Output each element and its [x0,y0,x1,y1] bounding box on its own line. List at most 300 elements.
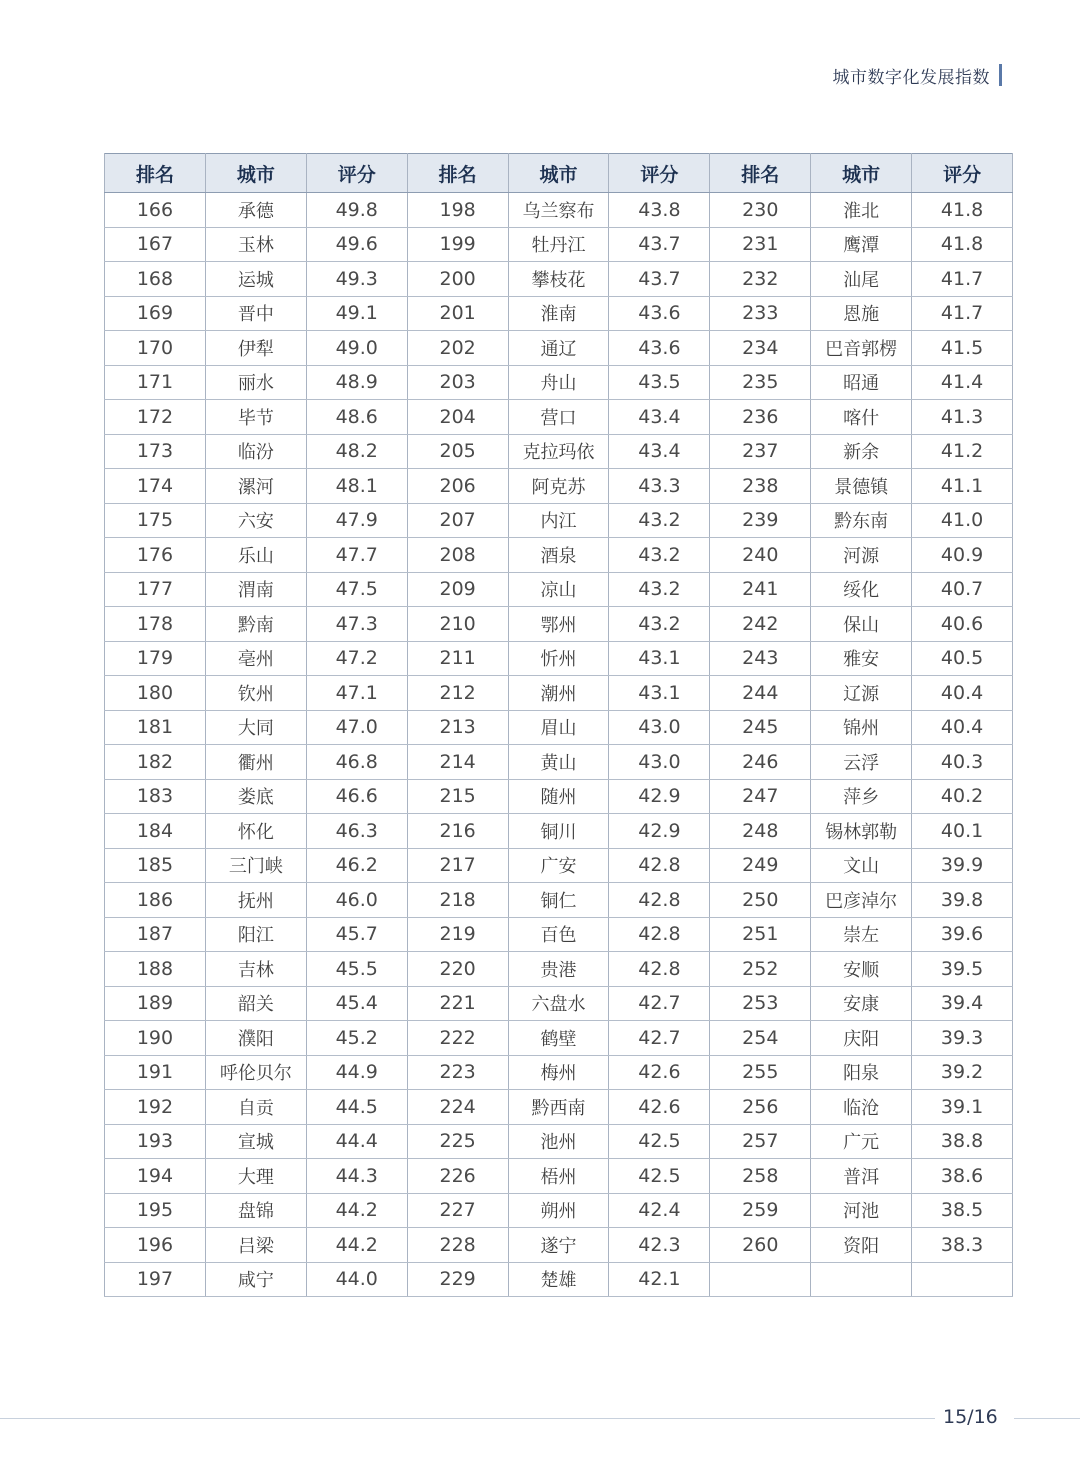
score-cell: 48.2 [306,434,407,469]
score-cell: 45.7 [306,917,407,952]
rank-cell: 236 [710,400,811,435]
city-cell: 衢州 [205,745,306,780]
city-cell: 伊犁 [205,331,306,366]
score-cell: 40.5 [912,641,1013,676]
city-cell: 保山 [811,607,912,642]
score-cell: 41.4 [912,365,1013,400]
city-cell: 怀化 [205,814,306,849]
city-cell: 景德镇 [811,469,912,504]
rank-cell: 223 [407,1055,508,1090]
rank-cell: 191 [105,1055,206,1090]
score-cell: 39.8 [912,883,1013,918]
city-cell: 大理 [205,1159,306,1194]
score-cell: 47.3 [306,607,407,642]
city-cell: 黄山 [508,745,609,780]
score-cell: 42.8 [609,883,710,918]
score-cell: 39.5 [912,952,1013,987]
score-cell: 39.3 [912,1021,1013,1056]
rank-cell: 217 [407,848,508,883]
rank-cell: 180 [105,676,206,711]
city-cell: 辽源 [811,676,912,711]
score-cell: 44.2 [306,1228,407,1263]
rank-cell: 185 [105,848,206,883]
table-row [105,883,1013,918]
table-row [105,710,1013,745]
document-title: 城市数字化发展指数 [832,68,990,88]
rank-cell: 201 [407,296,508,331]
score-cell: 41.5 [912,331,1013,366]
city-cell: 雅安 [811,641,912,676]
rank-cell: 188 [105,952,206,987]
city-cell: 丽水 [205,365,306,400]
rank-cell: 222 [407,1021,508,1056]
rank-cell: 182 [105,745,206,780]
score-cell: 42.8 [609,952,710,987]
score-cell: 43.2 [609,503,710,538]
title-accent-bar [999,64,1002,86]
score-cell: 49.0 [306,331,407,366]
rank-cell: 198 [407,193,508,228]
city-cell: 韶关 [205,986,306,1021]
rank-cell: 245 [710,710,811,745]
city-cell: 黔西南 [508,1090,609,1125]
rank-cell: 215 [407,779,508,814]
rank-cell: 213 [407,710,508,745]
column-header-score: 评分 [912,154,1013,193]
city-cell: 漯河 [205,469,306,504]
rank-cell: 237 [710,434,811,469]
city-cell: 淮南 [508,296,609,331]
city-cell: 铜仁 [508,883,609,918]
table-row [105,400,1013,435]
score-cell: 45.2 [306,1021,407,1056]
score-cell: 42.7 [609,986,710,1021]
rank-cell: 250 [710,883,811,918]
city-cell: 临沧 [811,1090,912,1125]
rank-cell: 205 [407,434,508,469]
rank-cell: 244 [710,676,811,711]
city-cell: 普洱 [811,1159,912,1194]
score-cell: 43.5 [609,365,710,400]
score-cell: 46.8 [306,745,407,780]
score-cell: 38.8 [912,1124,1013,1159]
city-cell: 锡林郭勒 [811,814,912,849]
column-header-city: 城市 [205,154,306,193]
rank-cell: 257 [710,1124,811,1159]
city-cell: 黔南 [205,607,306,642]
city-cell: 池州 [508,1124,609,1159]
city-cell: 潮州 [508,676,609,711]
city-cell: 文山 [811,848,912,883]
city-cell: 吕梁 [205,1228,306,1263]
rank-cell: 225 [407,1124,508,1159]
city-cell: 巴彦淖尔 [811,883,912,918]
page-number: 15/16 [943,1406,998,1428]
rank-cell: 240 [710,538,811,573]
rank-cell: 181 [105,710,206,745]
score-cell: 41.3 [912,400,1013,435]
score-cell: 49.3 [306,262,407,297]
city-cell: 牡丹江 [508,227,609,262]
rank-cell: 214 [407,745,508,780]
city-cell: 钦州 [205,676,306,711]
rank-cell: 166 [105,193,206,228]
rank-cell: 178 [105,607,206,642]
city-cell: 梧州 [508,1159,609,1194]
city-cell: 崇左 [811,917,912,952]
city-cell: 广安 [508,848,609,883]
score-cell: 42.7 [609,1021,710,1056]
table-row [105,469,1013,504]
score-cell: 43.1 [609,676,710,711]
column-header-score: 评分 [609,154,710,193]
rank-cell: 249 [710,848,811,883]
city-cell: 铜川 [508,814,609,849]
score-cell: 46.3 [306,814,407,849]
score-cell: 47.9 [306,503,407,538]
city-cell: 三门峡 [205,848,306,883]
rank-cell: 202 [407,331,508,366]
city-cell: 运城 [205,262,306,297]
table-row [105,331,1013,366]
rank-cell: 251 [710,917,811,952]
city-cell: 云浮 [811,745,912,780]
score-cell: 43.6 [609,331,710,366]
city-cell: 大同 [205,710,306,745]
score-cell: 44.2 [306,1193,407,1228]
score-cell: 42.8 [609,848,710,883]
rank-cell: 172 [105,400,206,435]
rank-cell: 241 [710,572,811,607]
city-cell: 六安 [205,503,306,538]
table-row [105,296,1013,331]
city-cell: 巴音郭楞 [811,331,912,366]
rank-cell: 220 [407,952,508,987]
rank-cell: 174 [105,469,206,504]
rank-cell: 212 [407,676,508,711]
score-cell: 44.5 [306,1090,407,1125]
table-row [105,1159,1013,1194]
footer-divider [1014,1418,1080,1419]
city-cell: 盘锦 [205,1193,306,1228]
score-cell: 43.4 [609,400,710,435]
city-cell: 鄂州 [508,607,609,642]
rank-cell: 233 [710,296,811,331]
score-cell [912,1262,1013,1297]
city-cell: 广元 [811,1124,912,1159]
city-cell: 昭通 [811,365,912,400]
score-cell: 45.5 [306,952,407,987]
score-cell: 40.4 [912,710,1013,745]
rank-cell: 229 [407,1262,508,1297]
city-cell: 黔东南 [811,503,912,538]
rank-cell: 209 [407,572,508,607]
score-cell: 40.3 [912,745,1013,780]
score-cell: 42.1 [609,1262,710,1297]
city-cell: 河池 [811,1193,912,1228]
rank-cell: 168 [105,262,206,297]
score-cell: 49.6 [306,227,407,262]
table-row [105,1124,1013,1159]
rank-cell: 242 [710,607,811,642]
city-cell: 随州 [508,779,609,814]
city-cell: 玉林 [205,227,306,262]
score-cell: 47.2 [306,641,407,676]
rank-cell: 216 [407,814,508,849]
table-row [105,1055,1013,1090]
rank-cell: 200 [407,262,508,297]
score-cell: 38.6 [912,1159,1013,1194]
rank-cell: 196 [105,1228,206,1263]
city-cell: 资阳 [811,1228,912,1263]
column-header-score: 评分 [306,154,407,193]
score-cell: 41.7 [912,262,1013,297]
rank-cell: 171 [105,365,206,400]
city-cell: 通辽 [508,331,609,366]
table-header-row [105,154,1013,193]
score-cell: 38.3 [912,1228,1013,1263]
rank-cell: 253 [710,986,811,1021]
rank-cell: 234 [710,331,811,366]
city-cell: 梅州 [508,1055,609,1090]
city-cell: 晋中 [205,296,306,331]
rank-cell: 227 [407,1193,508,1228]
city-cell: 乐山 [205,538,306,573]
rank-cell: 221 [407,986,508,1021]
city-cell: 遂宁 [508,1228,609,1263]
table-row [105,917,1013,952]
city-cell: 恩施 [811,296,912,331]
city-cell: 汕尾 [811,262,912,297]
city-cell: 鹤壁 [508,1021,609,1056]
rank-cell: 226 [407,1159,508,1194]
rank-cell: 195 [105,1193,206,1228]
score-cell: 43.4 [609,434,710,469]
score-cell: 43.2 [609,607,710,642]
rank-cell: 259 [710,1193,811,1228]
city-cell: 绥化 [811,572,912,607]
city-cell: 乌兰察布 [508,193,609,228]
table-row [105,952,1013,987]
rank-cell: 228 [407,1228,508,1263]
rank-cell: 179 [105,641,206,676]
rank-cell: 203 [407,365,508,400]
score-cell: 41.7 [912,296,1013,331]
score-cell: 39.1 [912,1090,1013,1125]
rank-cell: 173 [105,434,206,469]
rank-cell: 206 [407,469,508,504]
city-cell: 自贡 [205,1090,306,1125]
score-cell: 42.9 [609,814,710,849]
score-cell: 43.8 [609,193,710,228]
table-row [105,1193,1013,1228]
city-cell: 喀什 [811,400,912,435]
table-row [105,503,1013,538]
score-cell: 47.5 [306,572,407,607]
rank-cell: 247 [710,779,811,814]
city-cell: 阿克苏 [508,469,609,504]
city-cell: 毕节 [205,400,306,435]
score-cell: 41.1 [912,469,1013,504]
rank-cell: 232 [710,262,811,297]
city-cell: 阳泉 [811,1055,912,1090]
table-row [105,779,1013,814]
score-cell: 49.8 [306,193,407,228]
table-row [105,986,1013,1021]
score-cell: 48.9 [306,365,407,400]
city-cell: 咸宁 [205,1262,306,1297]
column-header-rank: 排名 [710,154,811,193]
rank-cell: 230 [710,193,811,228]
rank-cell: 255 [710,1055,811,1090]
table-row [105,1090,1013,1125]
city-cell: 锦州 [811,710,912,745]
score-cell: 43.2 [609,572,710,607]
table-body [105,193,1013,1297]
rank-cell: 199 [407,227,508,262]
score-cell: 43.6 [609,296,710,331]
rank-cell: 243 [710,641,811,676]
table-row [105,814,1013,849]
rank-cell: 211 [407,641,508,676]
rank-cell: 252 [710,952,811,987]
score-cell: 43.7 [609,227,710,262]
footer-divider [0,1418,935,1419]
score-cell: 42.4 [609,1193,710,1228]
score-cell: 43.0 [609,745,710,780]
city-ranking-table [104,153,1013,1297]
city-cell: 宣城 [205,1124,306,1159]
city-cell: 鹰潭 [811,227,912,262]
city-cell [811,1262,912,1297]
rank-cell: 231 [710,227,811,262]
rank-cell: 170 [105,331,206,366]
score-cell: 44.4 [306,1124,407,1159]
rank-cell: 192 [105,1090,206,1125]
city-cell: 贵港 [508,952,609,987]
score-cell: 39.6 [912,917,1013,952]
rank-cell: 204 [407,400,508,435]
score-cell: 40.6 [912,607,1013,642]
rank-cell: 197 [105,1262,206,1297]
score-cell: 39.9 [912,848,1013,883]
column-header-city: 城市 [508,154,609,193]
rank-cell: 187 [105,917,206,952]
rank-cell: 254 [710,1021,811,1056]
rank-cell: 190 [105,1021,206,1056]
rank-cell: 193 [105,1124,206,1159]
score-cell: 42.5 [609,1159,710,1194]
city-cell: 淮北 [811,193,912,228]
score-cell: 47.0 [306,710,407,745]
city-cell: 呼伦贝尔 [205,1055,306,1090]
score-cell: 47.1 [306,676,407,711]
score-cell: 40.7 [912,572,1013,607]
score-cell: 42.6 [609,1055,710,1090]
rank-cell: 218 [407,883,508,918]
city-cell: 萍乡 [811,779,912,814]
city-cell: 眉山 [508,710,609,745]
city-cell: 承德 [205,193,306,228]
city-cell: 吉林 [205,952,306,987]
table-row [105,1228,1013,1263]
score-cell: 42.9 [609,779,710,814]
table-row [105,1262,1013,1297]
score-cell: 44.9 [306,1055,407,1090]
score-cell: 43.2 [609,538,710,573]
score-cell: 40.4 [912,676,1013,711]
table-row [105,193,1013,228]
table-row [105,538,1013,573]
city-cell: 庆阳 [811,1021,912,1056]
city-cell: 凉山 [508,572,609,607]
rank-cell: 207 [407,503,508,538]
city-cell: 抚州 [205,883,306,918]
rank-cell: 208 [407,538,508,573]
rank-cell: 258 [710,1159,811,1194]
column-header-rank: 排名 [105,154,206,193]
city-cell: 安顺 [811,952,912,987]
score-cell: 42.8 [609,917,710,952]
rank-cell [710,1262,811,1297]
rank-cell: 219 [407,917,508,952]
city-cell: 楚雄 [508,1262,609,1297]
table-row [105,227,1013,262]
city-cell: 亳州 [205,641,306,676]
rank-cell: 256 [710,1090,811,1125]
city-cell: 内江 [508,503,609,538]
city-cell: 百色 [508,917,609,952]
score-cell: 43.1 [609,641,710,676]
score-cell: 40.2 [912,779,1013,814]
city-cell: 阳江 [205,917,306,952]
score-cell: 41.2 [912,434,1013,469]
rank-cell: 194 [105,1159,206,1194]
rank-cell: 189 [105,986,206,1021]
rank-cell: 186 [105,883,206,918]
score-cell: 43.7 [609,262,710,297]
rank-cell: 238 [710,469,811,504]
city-cell: 忻州 [508,641,609,676]
score-cell: 48.6 [306,400,407,435]
table-row [105,641,1013,676]
table-row [105,434,1013,469]
rank-cell: 235 [710,365,811,400]
score-cell: 41.8 [912,227,1013,262]
rank-cell: 177 [105,572,206,607]
table-row [105,365,1013,400]
city-cell: 濮阳 [205,1021,306,1056]
city-cell: 安康 [811,986,912,1021]
rank-cell: 210 [407,607,508,642]
score-cell: 38.5 [912,1193,1013,1228]
rank-cell: 175 [105,503,206,538]
rank-cell: 169 [105,296,206,331]
city-cell: 河源 [811,538,912,573]
rank-cell: 246 [710,745,811,780]
table-row [105,676,1013,711]
score-cell: 39.2 [912,1055,1013,1090]
score-cell: 40.1 [912,814,1013,849]
score-cell: 44.0 [306,1262,407,1297]
rank-cell: 224 [407,1090,508,1125]
column-header-city: 城市 [811,154,912,193]
rank-cell: 248 [710,814,811,849]
city-cell: 渭南 [205,572,306,607]
rank-cell: 167 [105,227,206,262]
score-cell: 41.8 [912,193,1013,228]
score-cell: 42.6 [609,1090,710,1125]
